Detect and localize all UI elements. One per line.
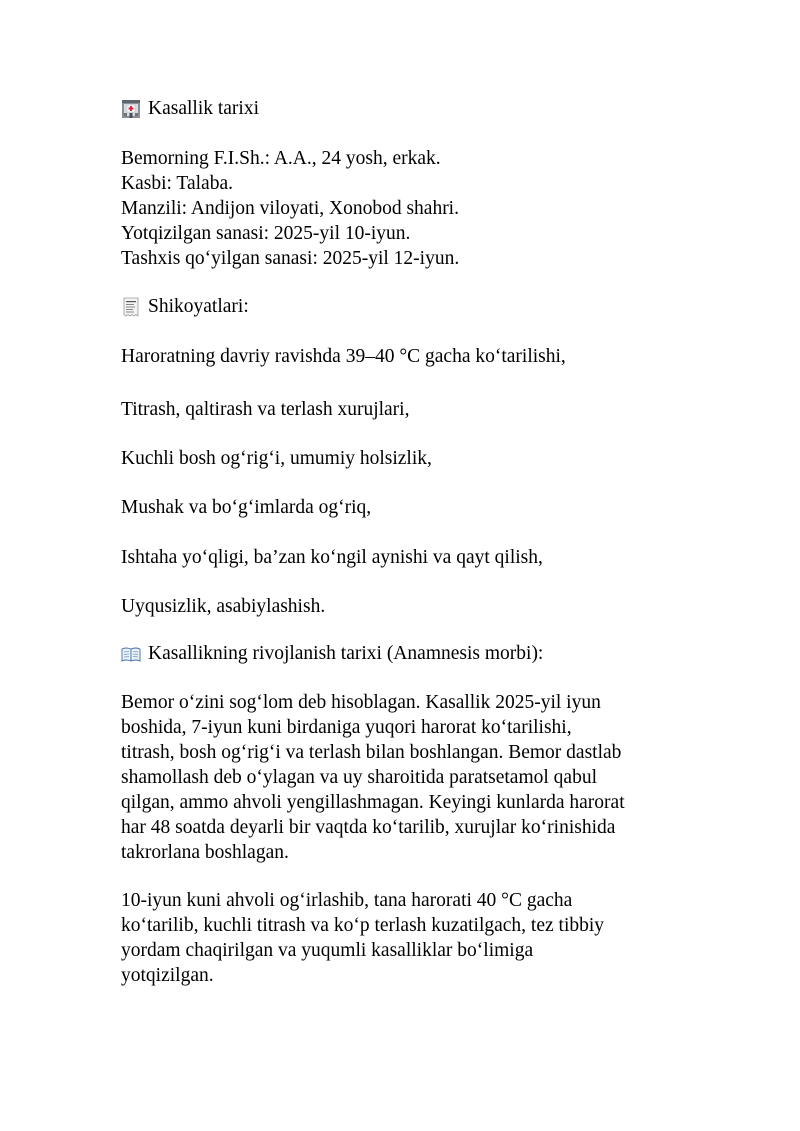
complaint-item: Uyqusizlik, asabiylashish. [121,596,326,617]
patient-info [121,146,721,271]
complaints-heading [121,294,721,319]
history-heading [121,96,721,121]
paragraph-line: qilgan, ammo ahvoli yengillashmagan. Keyingi kunlarda harorat [121,792,625,813]
diagnosis-date-line: Tashxis qo‘yilgan sanasi: 2025-yil 12-iyun. [121,248,460,269]
patient-occupation-line: Kasbi: Talaba. [121,173,233,194]
anamnesis-title: Kasallikning rivojlanish tarixi (Anamnesis morbi): [148,643,544,664]
anamnesis-paragraph-1 [121,690,721,865]
complaint-item: Mushak va bo‘g‘imlarda og‘riq, [121,497,372,518]
paragraph-line: 10-iyun kuni ahvoli og‘irlashib, tana harorati 40 °C gacha [121,890,573,911]
paragraph-line: takrorlana boshlagan. [121,842,289,863]
anamnesis-paragraph-2 [121,888,721,988]
paragraph-line: shamollash deb o‘ylagan va uy sharoitida paratsetamol qabul [121,767,597,788]
complaint-item: Haroratning davriy ravishda 39–40 °C gacha ko‘tarilishi, [121,346,566,367]
admission-date-line: Yotqizilgan sanasi: 2025-yil 10-iyun. [121,223,411,244]
paragraph-line: har 48 soatda deyarli bir vaqtda ko‘tarilib, xurujlar ko‘rinishida [121,817,616,838]
paragraph-line: yotqizilgan. [121,965,214,986]
open-book-icon [121,644,141,664]
history-title: Kasallik tarixi [148,98,260,119]
paragraph-line: ko‘tarilib, kuchli titrash va ko‘p terlash kuzatilgach, tez tibbiy [121,915,605,936]
paragraph-line: yordam chaqirilgan va yuqumli kasalliklar bo‘limiga [121,940,534,961]
hospital-icon [121,99,141,119]
paragraph-line: boshida, 7-iyun kuni birdaniga yuqori harorat ko‘tarilishi, [121,717,572,738]
complaint-item: Ishtaha yo‘qligi, ba’zan ko‘ngil aynishi va qayt qilish, [121,547,543,568]
anamnesis-heading [121,641,721,666]
complaints-title: Shikoyatlari: [148,296,249,317]
complaint-item: Kuchli bosh og‘rig‘i, umumiy holsizlik, [121,448,432,469]
patient-name-line: Bemorning F.I.Sh.: A.A., 24 yosh, erkak. [121,148,441,169]
patient-address-line: Manzili: Andijon viloyati, Xonobod shahri. [121,198,459,219]
complaint-item: Titrash, qaltirash va terlash xurujlari, [121,399,410,420]
paragraph-line: Bemor o‘zini sog‘lom deb hisoblagan. Kasallik 2025-yil iyun [121,692,601,713]
receipt-icon [121,297,141,317]
paragraph-line: titrash, bosh og‘rig‘i va terlash bilan boshlangan. Bemor dastlab [121,742,622,763]
